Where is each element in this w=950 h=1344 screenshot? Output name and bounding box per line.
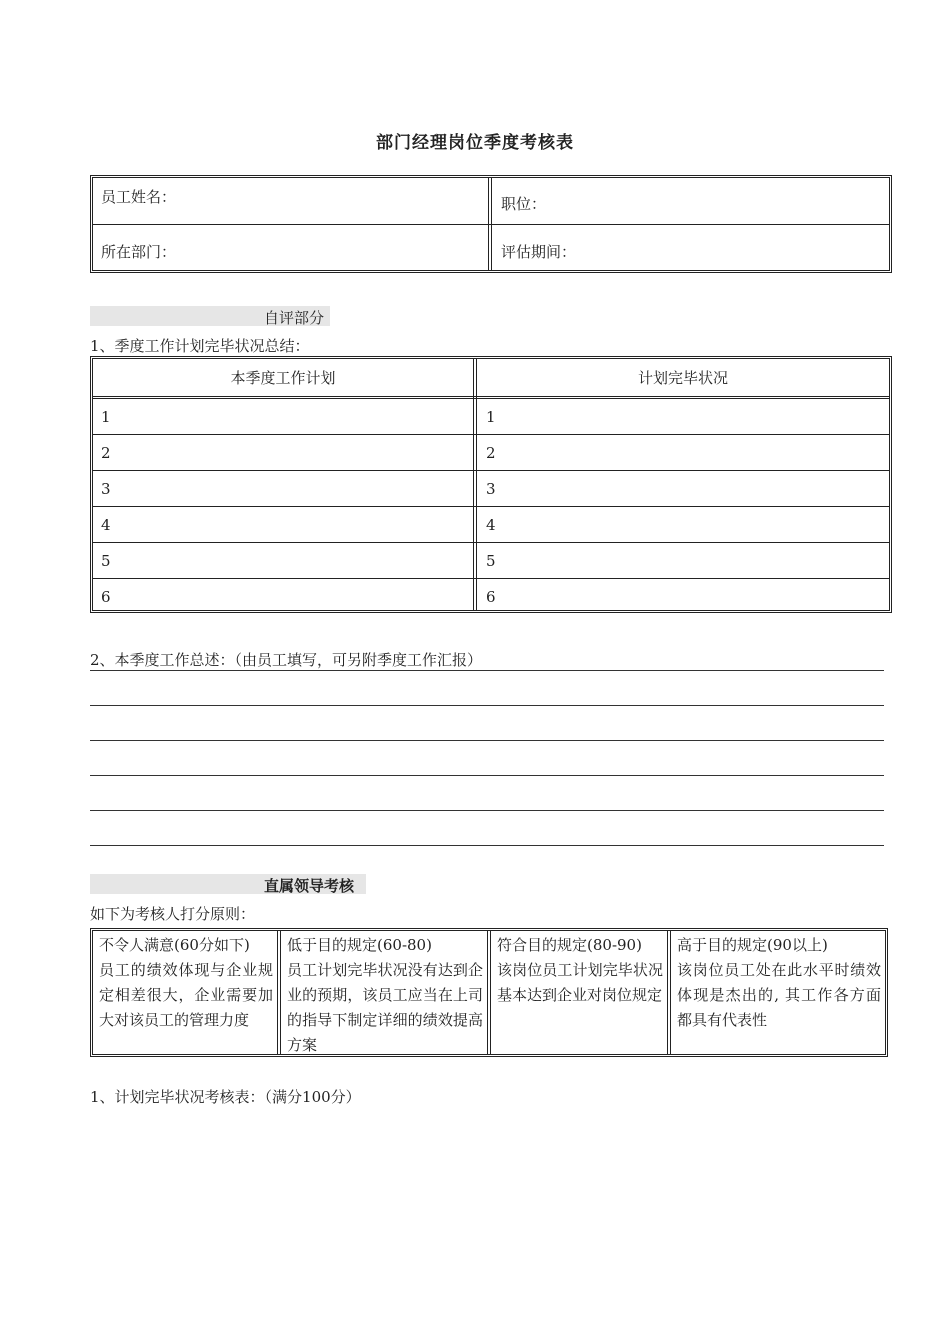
principle-title: 低于目的规定(60-80) — [287, 936, 432, 954]
employee-info-table — [90, 175, 892, 273]
q1-label: 1、季度工作计划完毕状况总结： — [90, 337, 310, 355]
principle-intro: 如下为考核人打分原则： — [90, 905, 256, 923]
plan-cell[interactable]: 6 — [101, 588, 111, 606]
writing-line[interactable] — [90, 810, 884, 811]
period-field[interactable]: 评估期间： — [501, 243, 577, 261]
self-review-section-bar — [90, 306, 330, 326]
leader-review-section-bar — [90, 874, 366, 894]
principle-body: 该岗位员工处在此水平时绩效体现是杰出的, 其工作各方面都具有代表性 — [677, 961, 881, 1029]
status-cell[interactable]: 1 — [486, 408, 496, 426]
principle-below-target — [281, 931, 487, 1054]
status-cell[interactable]: 6 — [486, 588, 496, 606]
plan-cell[interactable]: 2 — [101, 444, 111, 462]
principle-title: 符合目的规定(80-90) — [497, 936, 642, 954]
plan-cell[interactable]: 4 — [101, 516, 111, 534]
plan-score-label: 1、计划完毕状况考核表：（满分100分） — [90, 1088, 361, 1106]
table-row — [93, 399, 889, 435]
leader-review-section-title: 直属领导考核 — [264, 877, 355, 895]
table-row — [93, 471, 889, 507]
principle-body: 员工的绩效体现与企业规定相差很大，企业需要加大对该员工的管理力度 — [99, 961, 273, 1029]
status-cell[interactable]: 2 — [486, 444, 496, 462]
status-cell[interactable]: 4 — [486, 516, 496, 534]
info-divider-h — [93, 224, 889, 225]
principle-unsatisfactory — [93, 931, 277, 1054]
scoring-principles-table — [90, 928, 888, 1057]
plan-table — [90, 356, 892, 613]
page-title: 部门经理岗位季度考核表 — [376, 133, 574, 153]
position-field[interactable]: 职位： — [501, 195, 547, 213]
q2-label: 2、本季度工作总述：（由员工填写，可另附季度工作汇报） — [90, 651, 483, 669]
plan-cell[interactable]: 5 — [101, 552, 111, 570]
principle-above-target — [671, 931, 885, 1054]
self-review-section-title: 自评部分 — [264, 309, 325, 327]
table-row — [93, 543, 889, 579]
table-row — [93, 579, 889, 615]
writing-line[interactable] — [90, 705, 884, 706]
employee-name-field[interactable]: 员工姓名： — [101, 188, 177, 206]
principle-title: 高于目的规定(90以上) — [677, 936, 828, 954]
status-cell[interactable]: 5 — [486, 552, 496, 570]
writing-line[interactable] — [90, 670, 884, 671]
writing-line[interactable] — [90, 740, 884, 741]
principle-meets-target — [491, 931, 667, 1054]
table-row — [93, 507, 889, 543]
table-row — [93, 435, 889, 471]
principle-body: 员工计划完毕状况没有达到企业的预期，该员工应当在上司的指导下制定详细的绩效提高方案 — [287, 961, 483, 1054]
plan-cell[interactable]: 1 — [101, 408, 111, 426]
status-cell[interactable]: 3 — [486, 480, 496, 498]
principle-body: 该岗位员工计划完毕状况基本达到企业对岗位规定 — [497, 961, 663, 1004]
plan-header-status: 计划完毕状况 — [637, 369, 728, 387]
plan-cell[interactable]: 3 — [101, 480, 111, 498]
principle-title: 不令人满意(60分如下) — [99, 936, 250, 954]
writing-line[interactable] — [90, 845, 884, 846]
plan-header-plan: 本季度工作计划 — [230, 369, 336, 387]
writing-line[interactable] — [90, 775, 884, 776]
department-field[interactable]: 所在部门： — [101, 243, 177, 261]
